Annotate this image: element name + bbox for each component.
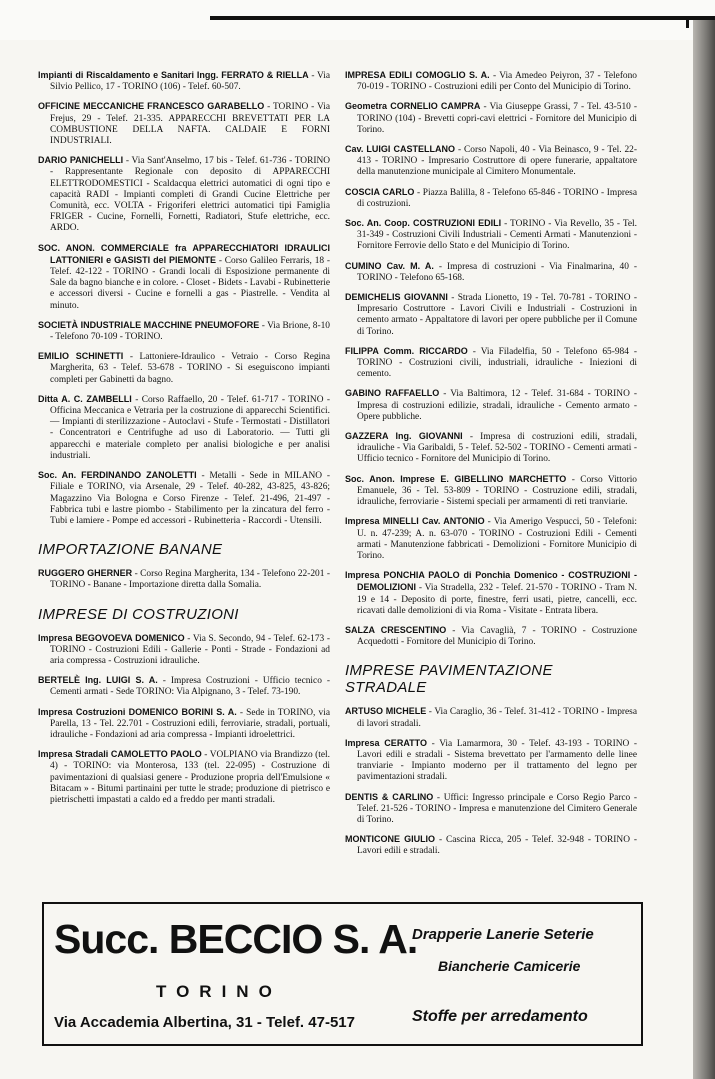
entry-details: - Corso Regina Margherita, 134 - Telefono 22-201 - TORINO - Banane - Importazione diretta dalla Somalia.: [50, 569, 330, 591]
left-entries-group-1: [38, 70, 330, 527]
entry-details: - Cascina Ricca, 205 - Telef. 32-948 - TORINO - Lavori edili e stradali.: [357, 835, 637, 857]
entry-name: DENTIS & CARLINO: [345, 791, 434, 802]
entry-name: GABINO RAFFAELLO: [345, 388, 440, 399]
top-rule-mark: [686, 20, 689, 28]
directory-entry: [38, 707, 330, 742]
directory-entry: [38, 70, 330, 93]
ad-city: TORINO: [156, 982, 282, 1001]
entry-name: GAZZERA Ing. GIOVANNI: [345, 431, 463, 442]
entry-name: Ditta A. C. ZAMBELLI: [38, 393, 132, 404]
directory-entry: [345, 144, 637, 179]
directory-entry: [38, 633, 330, 668]
directory-entry: [345, 388, 637, 423]
directory-entry: [345, 261, 637, 284]
entry-details: - Impresa di costruzioni edili, stradali, idrauliche - Via Garibaldi, 5 - Telef. 52-502 - TORINO - Cementi armati - Ufficio tecnico - Fornitore del Municipio di Torino.: [357, 432, 637, 465]
section-heading-pavimentazione-stradale: IMPRESE PAVIMENTAZIONE STRADALE: [345, 662, 553, 697]
entry-details: - Via Brione, 8-10 - Telefono 70-109 - TORINO.: [50, 320, 330, 343]
entry-name: Impresa BEGOVOEVA DOMENICO: [38, 632, 185, 643]
entry-details: - Via Stradella, 232 - Telef. 21-570 - TORINO - Tram N. 19 e 14 - Deposito di porte, finestre, ferri usati, pietre, cancelli, ecc. ricavati dalle demolizioni di via Roma - Visitate - Entrata libera.: [357, 583, 637, 616]
entry-details: - TORINO - Via Revello, 35 - Tel. 31-349 - Costruzioni Civili Industriali - Cementi Armati - Manutenzioni - Fornitore Ferrovie dello Stato e del Municipio di Torino.: [357, 219, 637, 252]
right-entries-group-1: [345, 70, 637, 648]
directory-entry: [38, 675, 330, 698]
entry-details: - Via Amedeo Peiyron, 37 - Telefono 70-019 - TORINO - Costruzioni edili per Conto del Municipio di Torino.: [357, 71, 637, 93]
directory-entry: [38, 320, 330, 343]
entry-details: - Impresa di costruzioni - Via Finalmarina, 40 - TORINO - Telefono 65-168.: [357, 261, 637, 283]
entry-details: - Corso Raffaello, 20 - Telef. 61-717 - TORINO - Officina Meccanica e Vetraria per la costruzione di apparecchi Scientifici. — Impianti di sterilizzazione - Autoclavi - Stufe - Termostati - Distillatori - Concentratori e Centrifughe ad uso di Laboratorio. — Tutti gli apparecchi e materiale completo per analisi biologiche e per analisi industriali.: [50, 394, 330, 461]
directory-entry: [345, 187, 637, 210]
directory-entry: [345, 570, 637, 617]
entry-details: - Sede in TORINO, via Parella, 13 - Tel. 22.701 - Costruzioni edili, ferroviarie, stradali, portuali, idrauliche - Fondazioni ad aria compressa - Impianti idroelettrici.: [50, 707, 331, 740]
entry-name: MONTICONE GIULIO: [345, 834, 436, 845]
entry-details: - Via Silvio Pellico, 17 - TORINO (106) - Telef. 60-507.: [50, 71, 330, 93]
entry-name: DARIO PANICHELLI: [38, 155, 124, 166]
entry-name: BERTELÈ Ing. LUIGI S. A.: [38, 675, 158, 686]
entry-details: - Via Lamarmora, 30 - Telef. 43-193 - TORINO - Lavori edili e stradali - Sistema brevettato per l'armamento delle linee tranviarie - Impianto moderno per il trattamento del legno per pavimentazioni stradali.: [357, 738, 637, 783]
entry-name: Impresa CERATTO: [345, 737, 427, 748]
directory-entry: [38, 243, 330, 312]
entry-name: OFFICINE MECCANICHE FRANCESCO GARABELLO: [38, 101, 265, 112]
directory-entry: [38, 749, 330, 806]
entry-details: - Via Sant'Anselmo, 17 bis - Telef. 61-736 - TORINO - Rappresentante Regionale con deposito di APPARECCHI ELETTRODOMESTICI - Scaldacqua elettrici automatici di ogni tipo e capacità RADI - Impianti completi di Grandi Cucine Elettriche per Comunità, ecc. VOLTA - Frigoriferi elettrici automatici tipi Famiglia FRIGER - Cucine, Fornelli, Fornetti, Radiatori, Stufe elettriche, ecc. ARDO.: [50, 156, 330, 234]
entry-details: - Uffici: Ingresso principale e Corso Regio Parco - Telef. 21-526 - TORINO - Impresa e manutenzione del Cimitero Generale di Torino.: [357, 792, 638, 825]
entry-name: EMILIO SCHINETTI: [38, 351, 124, 362]
entry-details: - Via S. Secondo, 94 - Telef. 62-173 - TORINO - Costruzioni Edili - Gallerie - Ponti - Strade - Fondazioni ad aria compressa - Costruzioni idrauliche.: [50, 633, 331, 666]
directory-entry: [345, 431, 637, 466]
entry-details: - Corso Vittorio Emanuele, 36 - Tel. 53-809 - TORINO - Costruzione edili, stradali, idrauliche, ferroviarie - Sistemi speciali per armamenti di reti tranviarie.: [357, 474, 637, 508]
directory-entry: [345, 101, 637, 136]
entry-details: - Via Caraglio, 36 - Telef. 31-412 - TORINO - Impresa di lavori stradali.: [357, 707, 637, 729]
ad-tagline-1: Drapperie Lanerie Seterie: [412, 926, 594, 943]
entry-name: CUMINO Cav. M. A.: [345, 260, 434, 271]
entry-details: - Via Baltimora, 12 - Telef. 31-684 - TORINO - Impresa di costruzioni edilizie, stradali, idrauliche - Cemento armato - Opere pubbliche.: [357, 389, 637, 422]
left-column: [38, 70, 330, 814]
left-entries-group-2: [38, 568, 330, 591]
entry-details: - Lattoniere-Idraulico - Vetraio - Corso Regina Margherita, 63 - Telef. 53-678 - TORINO - Si eseguiscono impianti completi per Gabinetti da bagno.: [50, 352, 331, 385]
directory-entry: [38, 568, 330, 591]
directory-entry: [345, 346, 637, 381]
entry-name: RUGGERO GHERNER: [38, 568, 133, 579]
entry-name: SOC. ANON. COMMERCIALE fra APPARECCHIATORI IDRAULICI LATTONIERI e GASISTI del PIEMONTE: [38, 242, 330, 265]
entry-details: - Via Cavaglià, 7 - TORINO - Costruzione Acquedotti - Fornitore del Municipio di Torino.: [357, 625, 638, 648]
entry-name: Impresa Stradali CAMOLETTO PAOLO: [38, 749, 202, 760]
directory-entry: [345, 516, 637, 562]
entry-name: Soc. An. Coop. COSTRUZIONI EDILI: [345, 218, 502, 229]
section-heading-imprese-costruzioni: IMPRESE DI COSTRUZIONI: [38, 605, 239, 623]
entry-name: Geometra CORNELIO CAMPRA: [345, 101, 481, 112]
entry-details: - Strada Lionetto, 19 - Tel. 70-781 - TORINO - Impresario Costruttore - Lavori Civili e Industriali - Costruzioni in cemento armato - Appaltatore di lavori per opere pubbliche per il Comune di Torino.: [357, 293, 637, 337]
page-top-rule: [0, 0, 715, 40]
entry-details: - Corso Napoli, 40 - Via Beinasco, 9 - Tel. 22-413 - TORINO - Impresario Costruttore di opere funerarie, appaltatore della manutenzione municipale al Cimitero Monumentale.: [357, 145, 637, 178]
entry-name: ARTUSO MICHELE: [345, 706, 427, 717]
ad-address: Via Accademia Albertina, 31 - Telef. 47-517: [54, 1014, 355, 1031]
directory-entry: [38, 101, 330, 147]
directory-entry: [38, 394, 330, 462]
advertisement-box: [42, 902, 643, 1046]
entry-name: Impianti di Riscaldamento e Sanitari Ingg. FERRATO & RIELLA: [38, 70, 309, 80]
entry-name: Cav. LUIGI CASTELLANO: [345, 144, 456, 155]
entry-details: - Via Amerigo Vespucci, 50 - Telefoni: U. n. 47-239; A. n. 63-070 - TORINO - Costruzioni Edili - Cementi armati - Manutenzione fabbricati - Demolizioni - Fornitore Municipio di Torino.: [357, 517, 637, 561]
entry-name: Impresa MINELLI Cav. ANTONIO: [345, 516, 485, 527]
ad-firm-name: Succ. BECCIO S. A.: [54, 916, 418, 962]
directory-entry: [345, 706, 637, 729]
entry-details: - Via Filadelfia, 50 - Telefono 65-984 - TORINO - Costruzioni civili, industriali, idrauliche - Iniezioni di cemento.: [357, 346, 637, 380]
entry-details: - TORINO - Via Frejus, 29 - Telef. 21-335. APPARECCHI BREVETTATI PER LA COMBUSTIONE DELLA NAFTA. CALDAIE E FORNI INDUSTRIALI.: [50, 102, 330, 147]
entry-name: SALZA CRESCENTINO: [345, 624, 447, 635]
directory-entry: [38, 155, 330, 234]
entry-details: - VOLPIANO via Brandizzo (tel. 4) - TORINO: via Monterosa, 133 (tel. 22-095) - Costruzione di pavimentazioni di qualsiasi genere - Produzione propria dell'Emulsione « Bitacam » - Bitumi partinaini per tutte le strade; produzione di pietrisco e pietrischetti impastati a caldo ed a freddo per manti stradali.: [50, 750, 330, 805]
section-heading-importazione-banane: IMPORTAZIONE BANANE: [38, 541, 223, 559]
right-entries-group-2: [345, 706, 637, 857]
directory-entry: [345, 834, 637, 857]
entry-details: - Corso Galileo Ferraris, 18 - Telef. 42-122 - TORINO - Grandi locali di Esposizione permanente di Sale da bagno bianche e in colore. - Closet - Bidets - Lavabi - Rubinetterie e accessori diversi - Cucine e fornelli a gas - Piastrelle. - Vendita al minuto.: [50, 255, 330, 311]
directory-entry: [345, 70, 637, 93]
entry-name: COSCIA CARLO: [345, 186, 415, 197]
ad-tagline-2: Biancherie Camicerie: [438, 958, 581, 974]
directory-entry: [345, 738, 637, 784]
directory-entry: [345, 292, 637, 338]
top-rule-bar: [210, 16, 715, 20]
directory-entry: [345, 625, 637, 648]
entry-details: - Piazza Balilla, 8 - Telefono 65-846 - TORINO - Impresa di costruzioni.: [357, 187, 637, 209]
left-entries-group-3: [38, 633, 330, 807]
directory-entry: [345, 792, 637, 827]
entry-details: - Via Giuseppe Grassi, 7 - Tel. 43-510 - TORINO (104) - Brevetti copri-cavi elettrici - Fornitore del Municipio di Torino.: [357, 102, 638, 135]
entry-name: DEMICHELIS GIOVANNI: [345, 292, 448, 303]
directory-page: [0, 40, 693, 1079]
entry-name: SOCIETÀ INDUSTRIALE MACCHINE PNEUMOFORE: [38, 319, 260, 330]
directory-entry: [345, 218, 637, 253]
entry-name: Soc. An. FERDINANDO ZANOLETTI: [38, 470, 197, 481]
entry-name: FILIPPA Comm. RICCARDO: [345, 345, 468, 356]
entry-name: Soc. Anon. Imprese E. GIBELLINO MARCHETTO: [345, 473, 567, 484]
page-edge-shadow: [693, 20, 715, 1079]
entry-details: - Impresa Costruzioni - Ufficio tecnico - Cementi armati - Sede TORINO: Via Alpignano, 3 - Telef. 73-190.: [50, 676, 330, 698]
directory-entry: [38, 351, 330, 386]
entry-name: Impresa PONCHIA PAOLO di Ponchia Domenico - COSTRUZIONI - DEMOLIZIONI: [345, 570, 637, 593]
directory-entry: [345, 474, 637, 509]
entry-details: - Metalli - Sede in MILANO - Filiale e TORINO, via Arsenale, 29 - Telef. 40-282, 43-825, 43-826; Magazzino Via Bologna e Corso Firenze - Telef. 21-496, 21-497 - Fabbrica tubi e lastre piombo - Stabilimento per la zincatura del ferro - Tubi e lamiere - Pompe ed accessori - Rubinetteria - Raccordi - Utensili.: [50, 471, 330, 526]
right-column: [345, 70, 637, 866]
entry-name: IMPRESA EDILI COMOGLIO S. A.: [345, 70, 490, 80]
ad-tagline-3: Stoffe per arredamento: [412, 1008, 588, 1025]
directory-entry: [38, 470, 330, 527]
entry-name: Impresa Costruzioni DOMENICO BORINI S. A.: [38, 706, 237, 717]
